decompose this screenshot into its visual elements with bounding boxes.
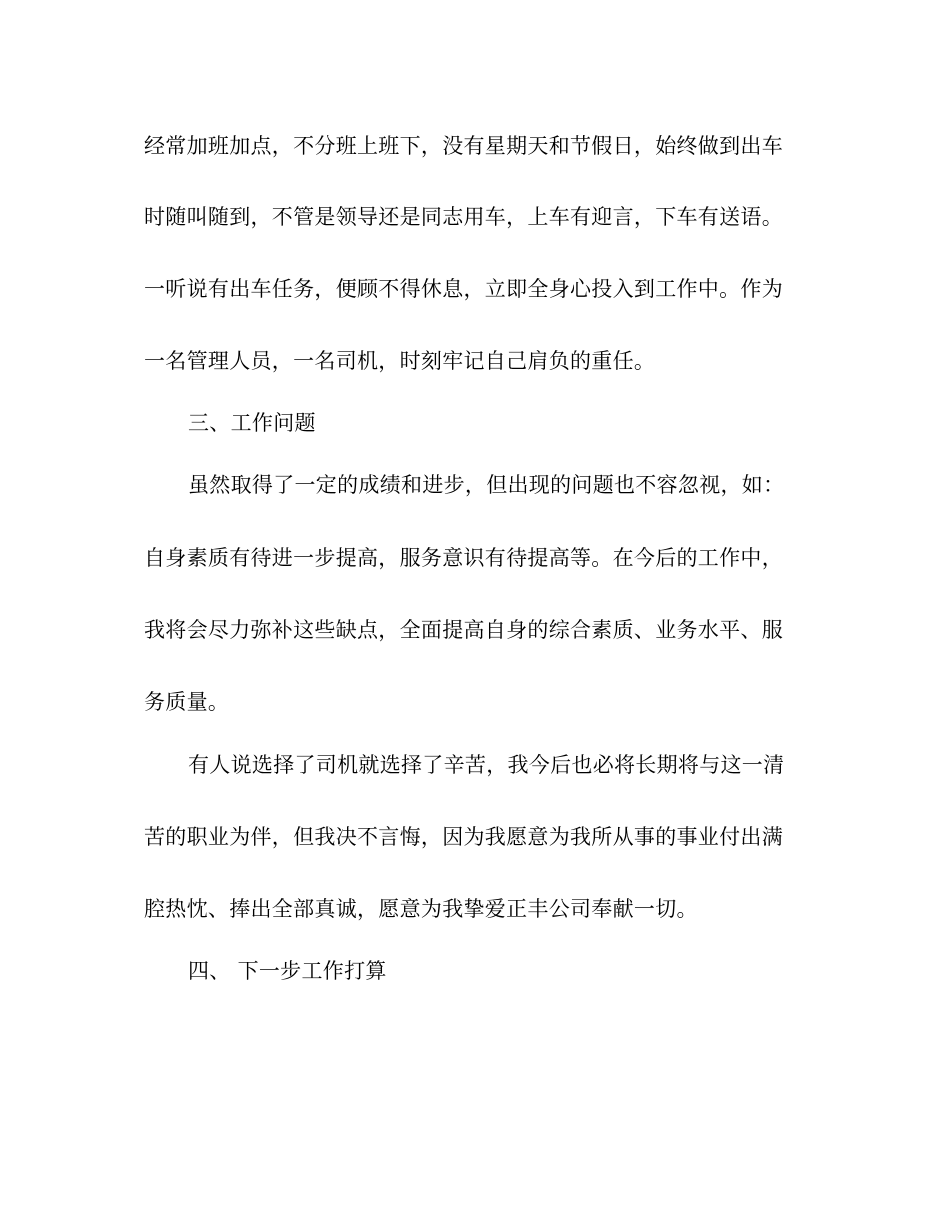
paragraph-line: 腔热忱、捧出全部真诚，愿意为我挚爱正丰公司奉献一切。 xyxy=(144,897,698,921)
section-heading: 四、 下一步工作打算 xyxy=(188,959,387,983)
paragraph-line: 经常加班加点，不分班上班下，没有星期天和节假日，始终做到出车 xyxy=(144,134,783,158)
paragraph-line: 有人说选择了司机就选择了辛苦，我今后也必将长期将与这一清 xyxy=(188,753,785,777)
paragraph-line: 务质量。 xyxy=(144,690,230,714)
paragraph-line: 苦的职业为伴，但我决不言悔，因为我愿意为我所从事的事业付出满 xyxy=(144,825,783,849)
paragraph-line: 我将会尽力弥补这些缺点，全面提高自身的综合素质、业务水平、服 xyxy=(144,618,783,642)
paragraph-line: 时随叫随到，不管是领导还是同志用车，上车有迎言，下车有送语。 xyxy=(144,205,783,229)
paragraph-line: 一名管理人员，一名司机，时刻牢记自己肩负的重任。 xyxy=(144,349,656,373)
section-heading: 三、工作问题 xyxy=(188,411,316,435)
paragraph-line: 一听说有出车任务，便顾不得休息，立即全身心投入到工作中。作为 xyxy=(144,277,783,301)
paragraph-line: 虽然取得了一定的成绩和进步，但出现的问题也不容忽视，如： xyxy=(188,473,785,497)
paragraph-line: 自身素质有待进一步提高，服务意识有待提高等。在今后的工作中， xyxy=(144,546,783,570)
